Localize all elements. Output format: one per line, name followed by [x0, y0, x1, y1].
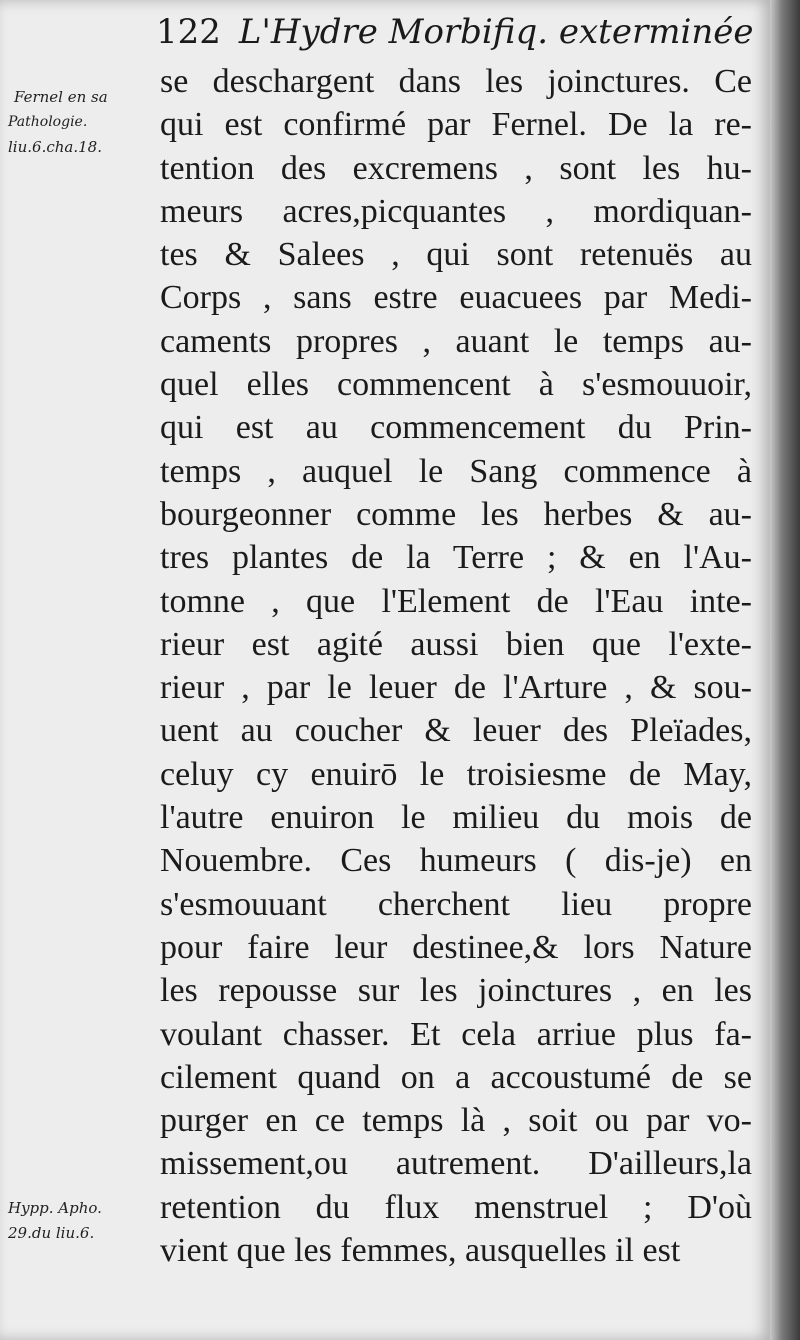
text-line: caments propres , auant le temps au-	[160, 322, 752, 360]
text-line: meurs acres,picquantes , mordiquan-	[160, 192, 752, 230]
running-title: L'Hydre Morbifiq. exterminée	[238, 12, 754, 52]
text-line: tention des excremens , sont les hu-	[160, 149, 752, 187]
text-line: rieur , par le leuer de l'Arture , & sou-	[160, 669, 752, 707]
text-line: pour faire leur destinee,& lors Nature	[160, 928, 752, 966]
margin-note-fernel	[8, 85, 156, 160]
page-edge	[770, 0, 800, 1340]
text-line: quel elles commencent à s'esmouuoir,	[160, 366, 752, 404]
text-line: Corps , sans estre euacuees par Medi-	[160, 279, 752, 317]
text-line: vient que les femmes, ausquelles il est	[160, 1232, 681, 1270]
text-line: retention du flux menstruel ; D'où	[160, 1188, 752, 1226]
margin-note-line: Fernel en sa	[14, 88, 108, 106]
body-text	[160, 60, 752, 1272]
margin-note-hippocrates	[8, 1196, 156, 1246]
text-line: celuy cy enuirō le troisiesme de May,	[160, 755, 752, 793]
text-line: qui est confirmé par Fernel. De la re-	[160, 106, 752, 144]
text-line: uent au coucher & leuer des Pleïades,	[160, 712, 752, 750]
running-header	[156, 8, 756, 56]
text-line: cilement quand on a accoustumé de se	[160, 1058, 752, 1096]
margin-note-line: 29.du liu.6.	[8, 1224, 95, 1242]
text-line: temps , auquel le Sang commence à	[160, 452, 752, 490]
text-line: s'esmouuant cherchent lieu propre	[160, 885, 752, 923]
margin-note-line: liu.6.cha.18.	[8, 138, 102, 156]
text-line: qui est au commencement du Prin-	[160, 409, 752, 447]
text-line: bourgeonner comme les herbes & au-	[160, 495, 752, 533]
text-line: l'autre enuiron le milieu du mois de	[160, 799, 752, 837]
text-line: tres plantes de la Terre ; & en l'Au-	[160, 539, 752, 577]
text-line: tes & Salees , qui sont retenuës au	[160, 236, 752, 274]
text-line: missement,ou autrement. D'ailleurs,la	[160, 1145, 752, 1183]
page-number: 122	[156, 12, 221, 52]
margin-note-line: Hypp. Apho.	[8, 1199, 102, 1217]
text-line: tomne , que l'Element de l'Eau inte-	[160, 582, 752, 620]
text-line: purger en ce temps là , soit ou par vo-	[160, 1102, 752, 1140]
margin-note-line: Pathologie.	[8, 114, 88, 130]
text-line: rieur est agité aussi bien que l'exte-	[160, 625, 752, 663]
text-line: les repousse sur les joinctures , en les	[160, 972, 752, 1010]
text-line: se deschargent dans les joinctures. Ce	[160, 63, 752, 100]
text-line: voulant chasser. Et cela arriue plus fa-	[160, 1015, 752, 1053]
text-line: Nouembre. Ces humeurs ( dis-je) en	[160, 842, 752, 880]
